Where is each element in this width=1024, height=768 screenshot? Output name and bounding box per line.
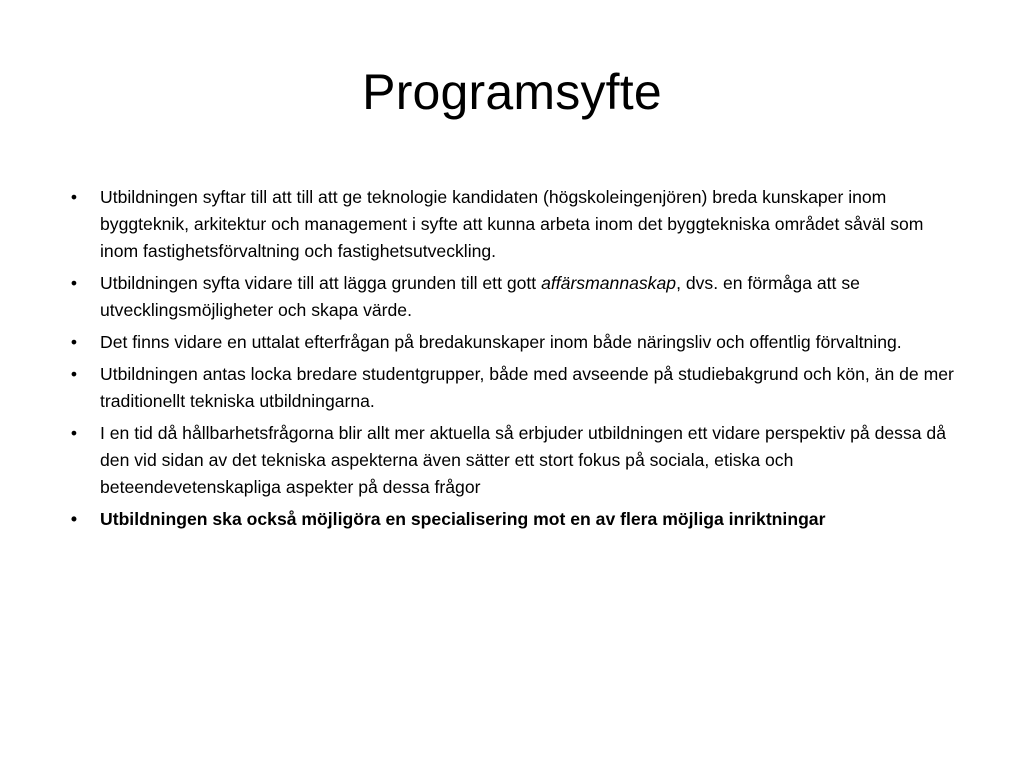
bullet-item xyxy=(64,420,964,501)
bullet-text: Utbildningen syftar till att till att ge teknologie kandidaten (högskoleingenjören) breda kunskaper inom byggteknik, arkitektur och management i syfte att kunna arbeta inom det byggtekniska området såväl som inom fastighetsförvaltning och fastighetsutveckling. xyxy=(100,187,924,261)
bullet-icon: • xyxy=(70,509,78,529)
bullet-text: I en tid då hållbarhetsfrågorna blir allt mer aktuella så erbjuder utbildningen ett vidare perspektiv på dessa då den vid sidan av det tekniska aspekterna även sätter ett stort fokus på sociala, etiska och beteendevetenskapliga aspekter på dessa frågor xyxy=(100,423,946,497)
bullet-icon: • xyxy=(70,273,78,293)
bullet-item xyxy=(64,270,964,324)
bullet-item-bold xyxy=(64,506,964,533)
bullet-icon: • xyxy=(70,364,78,384)
bullet-item xyxy=(64,361,964,415)
bullet-text-start: Utbildningen syfta vidare till att lägga grunden till ett gott xyxy=(100,273,542,293)
bullet-icon: • xyxy=(70,332,78,352)
bullet-item xyxy=(64,329,964,356)
bullet-text: Det finns vidare en uttalat efterfrågan på bredakunskaper inom både näringsliv och offentlig förvaltning. xyxy=(100,332,902,352)
bullet-item xyxy=(64,184,964,265)
bullet-icon: • xyxy=(70,423,78,443)
bullet-list xyxy=(64,184,964,538)
bullet-emphasis: affärsmannaskap xyxy=(541,273,677,293)
slide-title: Programsyfte xyxy=(362,64,662,120)
bullet-text: Utbildningen antas locka bredare studentgrupper, både med avseende på studiebakgrund och kön, än de mer traditionellt tekniska utbildningarna. xyxy=(100,364,954,411)
bullet-text: Utbildningen ska också möjligöra en specialisering mot en av flera möjliga inriktningar xyxy=(100,509,826,529)
bullet-icon: • xyxy=(70,187,78,207)
bullet-text-end: , dvs. en förmåga att se utvecklingsmöjligheter och skapa värde. xyxy=(100,273,860,320)
